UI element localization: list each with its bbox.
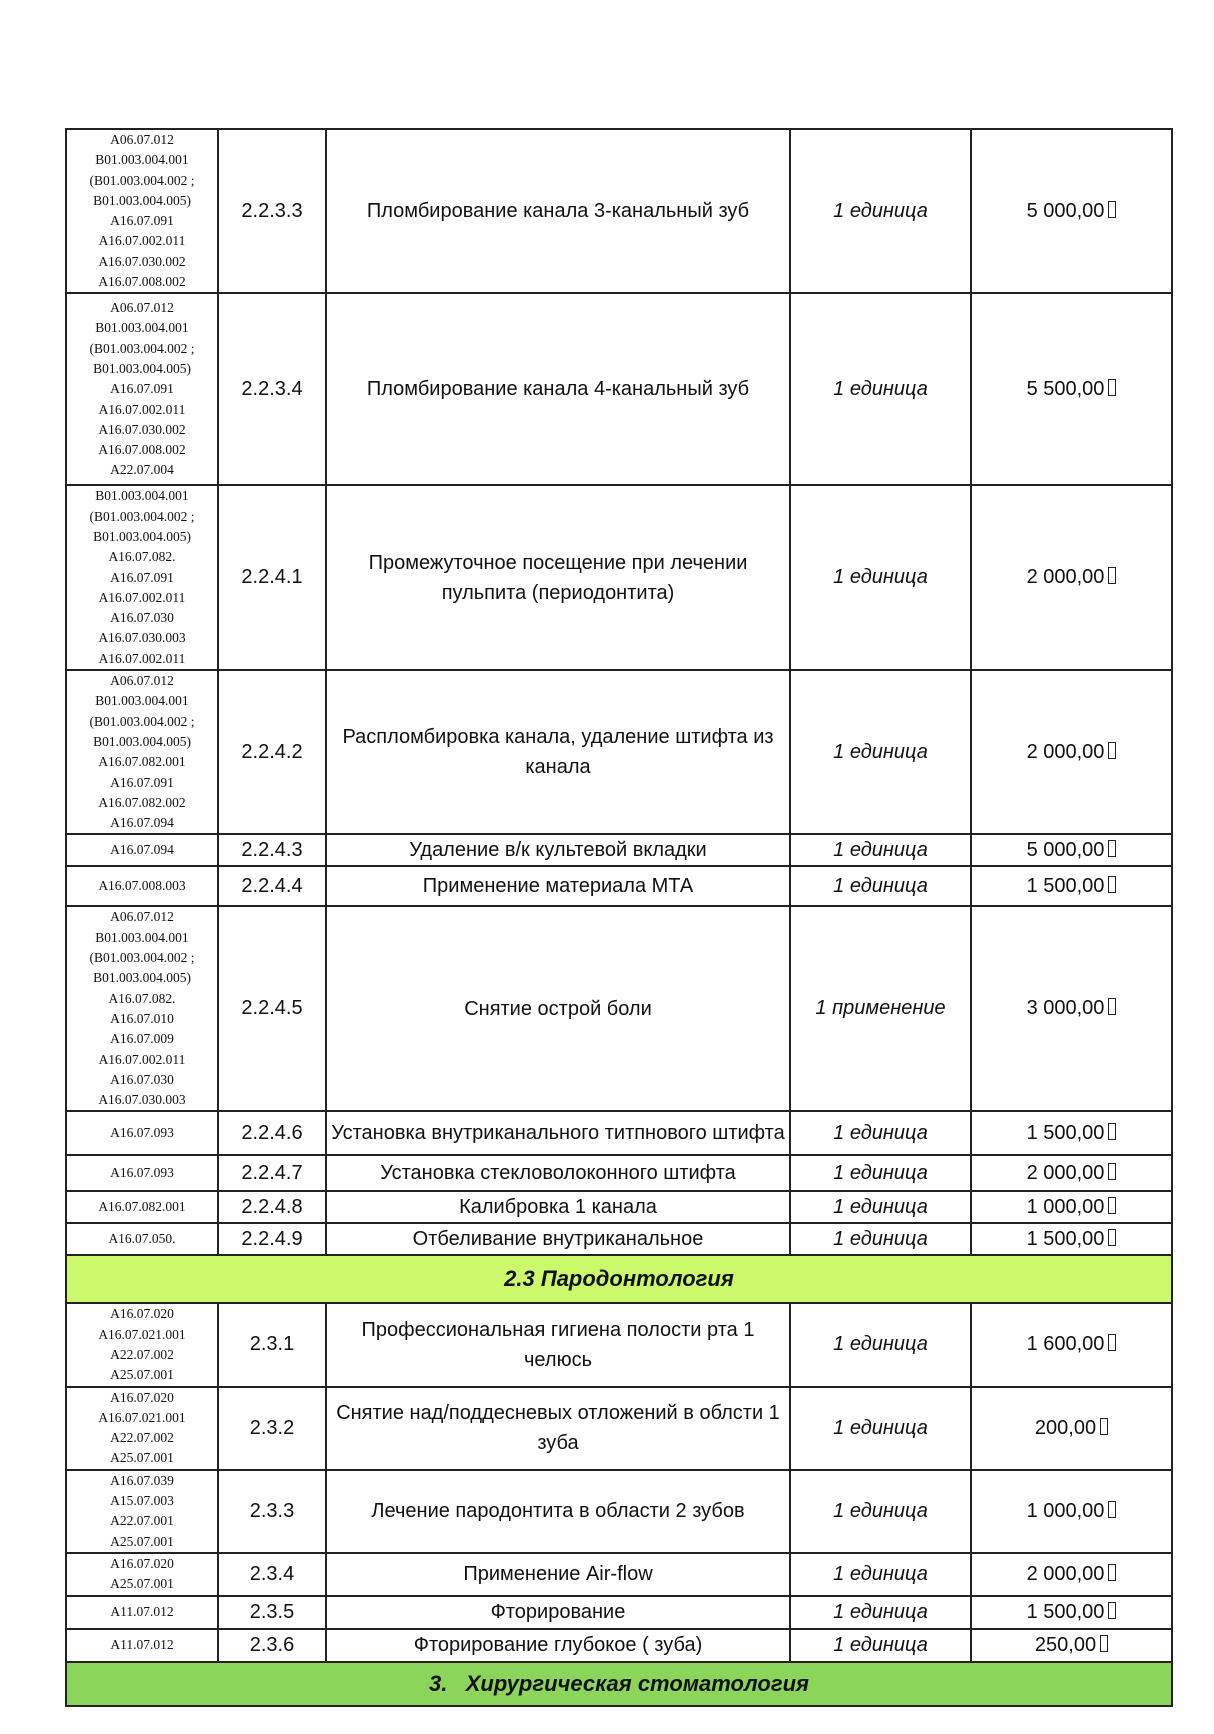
service-codes: A16.07.008.003 bbox=[66, 866, 218, 906]
table-row bbox=[66, 1629, 1172, 1662]
service-unit: 1 единица bbox=[790, 1111, 971, 1155]
service-number: 2.2.4.2 bbox=[218, 670, 326, 834]
service-codes: A16.07.094 bbox=[66, 834, 218, 866]
service-name: Снятие над/поддесневых отложений в облсти 1 зуба bbox=[326, 1387, 790, 1470]
service-name: Установка внутриканального титпнового штифта bbox=[326, 1111, 790, 1155]
service-price: 5 500,00 bbox=[971, 293, 1172, 485]
table-row bbox=[66, 1596, 1172, 1629]
section-title: 3. Хирургическая стоматология bbox=[66, 1662, 1172, 1706]
service-name: Фторирование bbox=[326, 1596, 790, 1629]
service-codes: A06.07.012 B01.003.004.001 (B01.003.004.002 ; B01.003.004.005) A16.07.082.001 A16.07.091 A16.07.082.002 A16.07.094 bbox=[66, 670, 218, 834]
service-name: Применение Air-flow bbox=[326, 1553, 790, 1596]
service-unit: 1 единица bbox=[790, 1629, 971, 1662]
service-number: 2.3.1 bbox=[218, 1303, 326, 1386]
service-number: 2.3.5 bbox=[218, 1596, 326, 1629]
service-price: 2 000,00 bbox=[971, 1155, 1172, 1191]
currency-icon bbox=[1108, 876, 1116, 893]
service-unit: 1 единица bbox=[790, 1553, 971, 1596]
service-number: 2.2.4.5 bbox=[218, 906, 326, 1111]
service-price: 1 500,00 bbox=[971, 1596, 1172, 1629]
service-name: Отбеливание внутриканальное bbox=[326, 1223, 790, 1255]
service-unit: 1 единица bbox=[790, 1223, 971, 1255]
service-price: 1 600,00 bbox=[971, 1303, 1172, 1386]
table-row bbox=[66, 834, 1172, 866]
service-codes: A16.07.082.001 bbox=[66, 1191, 218, 1223]
table-row bbox=[66, 1155, 1172, 1191]
service-number: 2.2.4.3 bbox=[218, 834, 326, 866]
table-row bbox=[66, 485, 1172, 670]
service-price: 1 500,00 bbox=[971, 1111, 1172, 1155]
service-codes: A16.07.039 A15.07.003 A22.07.001 A25.07.001 bbox=[66, 1470, 218, 1553]
service-unit: 1 единица bbox=[790, 129, 971, 293]
section-title: 2.3 Пародонтология bbox=[66, 1255, 1172, 1303]
service-codes: A16.07.020 A25.07.001 bbox=[66, 1553, 218, 1596]
table-row bbox=[66, 670, 1172, 834]
currency-icon bbox=[1108, 1123, 1116, 1140]
price-table bbox=[65, 128, 1173, 1707]
table-row bbox=[66, 1553, 1172, 1596]
service-unit: 1 единица bbox=[790, 1596, 971, 1629]
service-number: 2.3.4 bbox=[218, 1553, 326, 1596]
table-row bbox=[66, 1191, 1172, 1223]
table-row bbox=[66, 1303, 1172, 1386]
service-number: 2.2.4.4 bbox=[218, 866, 326, 906]
service-number: 2.2.3.4 bbox=[218, 293, 326, 485]
service-name: Пломбирование канала 3-канальный зуб bbox=[326, 129, 790, 293]
service-price: 1 000,00 bbox=[971, 1470, 1172, 1553]
service-codes: B01.003.004.001 (B01.003.004.002 ; B01.003.004.005) A16.07.082. A16.07.091 A16.07.002.011 A16.07.030 A16.07.030.003 A16.07.002.011 bbox=[66, 485, 218, 670]
service-number: 2.2.4.6 bbox=[218, 1111, 326, 1155]
service-price: 200,00 bbox=[971, 1387, 1172, 1470]
service-number: 2.2.3.3 bbox=[218, 129, 326, 293]
service-price: 1 500,00 bbox=[971, 1223, 1172, 1255]
service-codes: A16.07.050. bbox=[66, 1223, 218, 1255]
currency-icon bbox=[1108, 1334, 1116, 1351]
service-price: 2 000,00 bbox=[971, 485, 1172, 670]
currency-icon bbox=[1108, 1197, 1116, 1214]
service-number: 2.2.4.8 bbox=[218, 1191, 326, 1223]
service-number: 2.2.4.1 bbox=[218, 485, 326, 670]
currency-icon bbox=[1108, 998, 1116, 1015]
currency-icon bbox=[1108, 1163, 1116, 1180]
table-row bbox=[66, 293, 1172, 485]
service-price: 5 000,00 bbox=[971, 834, 1172, 866]
table-row bbox=[66, 129, 1172, 293]
service-number: 2.3.2 bbox=[218, 1387, 326, 1470]
service-name: Удаление в/к культевой вкладки bbox=[326, 834, 790, 866]
currency-icon bbox=[1100, 1418, 1108, 1435]
service-unit: 1 единица bbox=[790, 293, 971, 485]
service-price: 250,00 bbox=[971, 1629, 1172, 1662]
table-row bbox=[66, 1470, 1172, 1553]
service-name: Промежуточное посещение при лечении пульпита (периодонтита) bbox=[326, 485, 790, 670]
currency-icon bbox=[1100, 1635, 1108, 1652]
service-codes: A11.07.012 bbox=[66, 1596, 218, 1629]
section-header-surgery bbox=[66, 1662, 1172, 1706]
service-unit: 1 единица bbox=[790, 1191, 971, 1223]
service-unit: 1 единица bbox=[790, 670, 971, 834]
service-codes: A11.07.012 bbox=[66, 1629, 218, 1662]
table-row bbox=[66, 1111, 1172, 1155]
service-name: Калибровка 1 канала bbox=[326, 1191, 790, 1223]
service-name: Профессиональная гигиена полости рта 1 челюсь bbox=[326, 1303, 790, 1386]
currency-icon bbox=[1108, 1501, 1116, 1518]
section-header-periodontology bbox=[66, 1255, 1172, 1303]
table-row bbox=[66, 906, 1172, 1111]
currency-icon bbox=[1108, 1229, 1116, 1246]
service-unit: 1 единица bbox=[790, 866, 971, 906]
currency-icon bbox=[1108, 201, 1116, 218]
service-price: 1 000,00 bbox=[971, 1191, 1172, 1223]
currency-icon bbox=[1108, 379, 1116, 396]
service-number: 2.3.3 bbox=[218, 1470, 326, 1553]
service-codes: A16.07.020 A16.07.021.001 A22.07.002 A25.07.001 bbox=[66, 1303, 218, 1386]
service-unit: 1 единица bbox=[790, 1155, 971, 1191]
service-codes: A06.07.012 B01.003.004.001 (B01.003.004.002 ; B01.003.004.005) A16.07.082. A16.07.010 A16.07.009 A16.07.002.011 A16.07.030 A16.07.030.003 bbox=[66, 906, 218, 1111]
service-name: Снятие острой боли bbox=[326, 906, 790, 1111]
currency-icon bbox=[1108, 742, 1116, 759]
service-name: Распломбировка канала, удаление штифта из канала bbox=[326, 670, 790, 834]
service-unit: 1 единица bbox=[790, 1387, 971, 1470]
service-unit: 1 единица bbox=[790, 485, 971, 670]
service-price: 5 000,00 bbox=[971, 129, 1172, 293]
service-codes: A16.07.020 A16.07.021.001 A22.07.002 A25.07.001 bbox=[66, 1387, 218, 1470]
currency-icon bbox=[1108, 1564, 1116, 1581]
service-price: 1 500,00 bbox=[971, 866, 1172, 906]
service-unit: 1 единица bbox=[790, 834, 971, 866]
currency-icon bbox=[1108, 567, 1116, 584]
service-codes: A16.07.093 bbox=[66, 1155, 218, 1191]
service-codes: A16.07.093 bbox=[66, 1111, 218, 1155]
service-codes: A06.07.012 B01.003.004.001 (B01.003.004.002 ; B01.003.004.005) A16.07.091 A16.07.002.011 A16.07.030.002 A16.07.008.002 bbox=[66, 129, 218, 293]
service-number: 2.3.6 bbox=[218, 1629, 326, 1662]
table-row bbox=[66, 1387, 1172, 1470]
service-codes: A06.07.012 B01.003.004.001 (B01.003.004.002 ; B01.003.004.005) A16.07.091 A16.07.002.011 A16.07.030.002 A16.07.008.002 A22.07.004 bbox=[66, 293, 218, 485]
service-unit: 1 единица bbox=[790, 1303, 971, 1386]
service-unit: 1 применение bbox=[790, 906, 971, 1111]
service-unit: 1 единица bbox=[790, 1470, 971, 1553]
service-name: Применение материала МТА bbox=[326, 866, 790, 906]
currency-icon bbox=[1108, 840, 1116, 857]
table-row bbox=[66, 866, 1172, 906]
service-price: 3 000,00 bbox=[971, 906, 1172, 1111]
table-row bbox=[66, 1223, 1172, 1255]
service-name: Фторирование глубокое ( зуба) bbox=[326, 1629, 790, 1662]
service-number: 2.2.4.7 bbox=[218, 1155, 326, 1191]
service-name: Лечение пародонтита в области 2 зубов bbox=[326, 1470, 790, 1553]
service-price: 2 000,00 bbox=[971, 670, 1172, 834]
service-name: Установка стекловолоконного штифта bbox=[326, 1155, 790, 1191]
service-number: 2.2.4.9 bbox=[218, 1223, 326, 1255]
service-name: Пломбирование канала 4-канальный зуб bbox=[326, 293, 790, 485]
service-price: 2 000,00 bbox=[971, 1553, 1172, 1596]
currency-icon bbox=[1108, 1602, 1116, 1619]
